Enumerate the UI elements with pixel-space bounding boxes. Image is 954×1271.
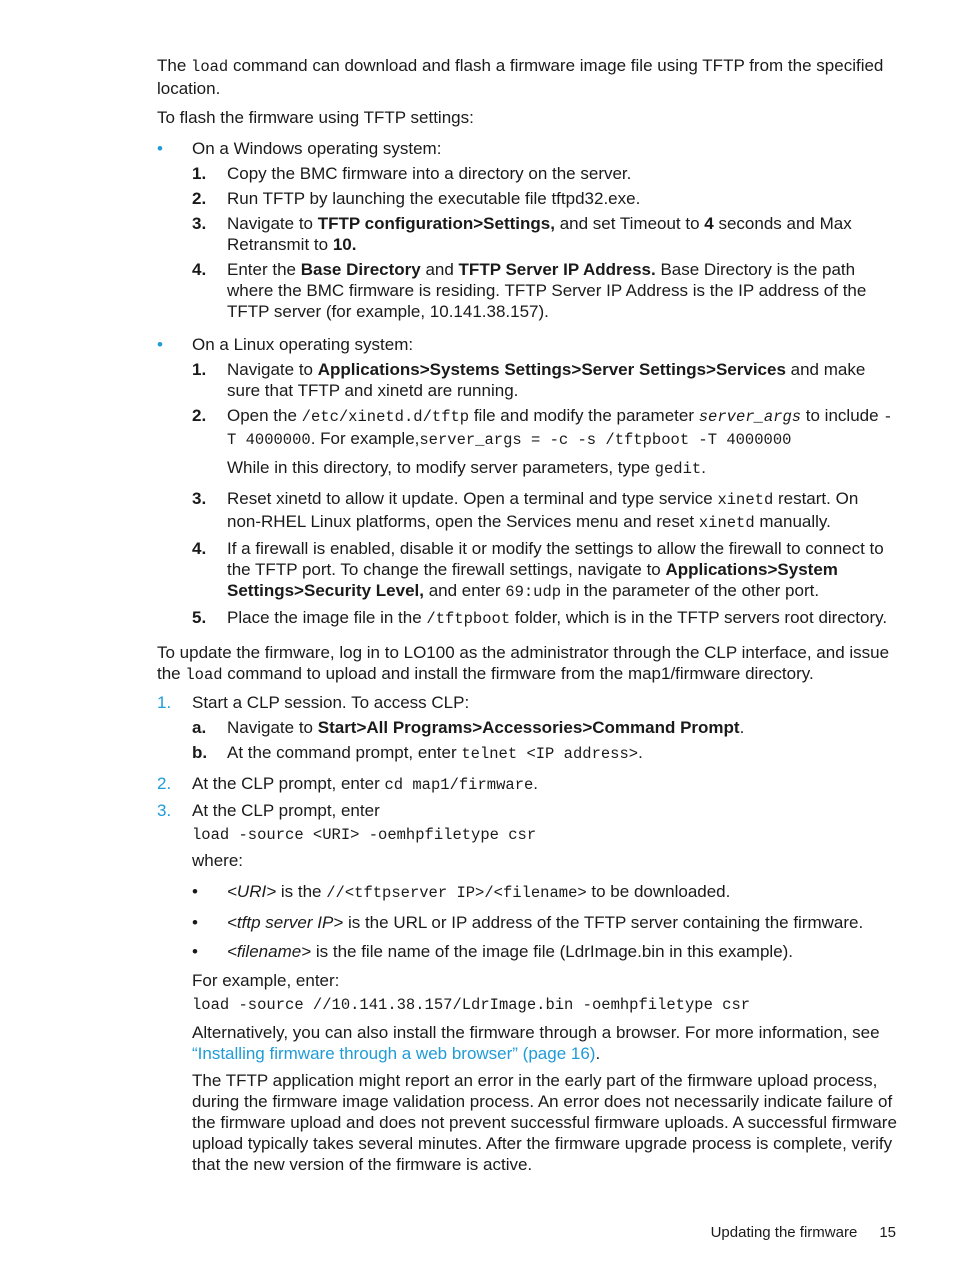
linux-bullet (157, 334, 897, 355)
list-item: 1. Start a CLP session. To access CLP: (157, 693, 470, 712)
list-item: 2. Run TFTP by launching the executable file tftpd32.exe. (192, 189, 641, 208)
list-item: • <filename> is the file name of the image file (LdrImage.bin in this example). (192, 942, 794, 961)
bullet-icon: • (157, 335, 163, 354)
list-item: b. At the command prompt, enter telnet <IP address>. (192, 743, 643, 763)
list-item: 4. If a firewall is enabled, disable it or modify the settings to allow the firewall to connect to the TFTP port. To change the firewall settings, navigate to Applications>System Settings>Security Level, and enter 69:udp in the parameter of the other port. (192, 539, 884, 601)
alternative-paragraph: Alternatively, you can also install the firmware through a browser. For more information, see “Installing firmware through a web browser” (page 16). (192, 1023, 880, 1063)
linux-heading: On a Linux operating system: (192, 335, 414, 354)
page-number: 15 (879, 1224, 896, 1241)
list-item: 3. Navigate to TFTP configuration>Settings, and set Timeout to 4 seconds and Max Retransmit to 10. (192, 214, 852, 254)
footer-section: Updating the firmware (710, 1224, 858, 1241)
intro-paragraph: The load command can download and flash a firmware image file using TFTP from the specified location. (157, 56, 884, 98)
list-item: a. Navigate to Start>All Programs>Accessories>Command Prompt. (192, 718, 745, 737)
code-block: load -source //10.141.38.157/LdrImage.bin -oemhpfiletype csr (192, 996, 751, 1014)
page-link[interactable]: “Installing firmware through a web browser” (page 16) (192, 1044, 596, 1063)
list-item: • <tftp server IP> is the URL or IP address of the TFTP server containing the firmware. (192, 913, 864, 932)
linux-note: While in this directory, to modify server parameters, type gedit. (227, 458, 706, 478)
list-item: 3. Reset xinetd to allow it update. Open a terminal and type service xinetd restart. On non-RHEL Linux platforms, open the Services menu and reset xinetd manually. (192, 489, 859, 532)
windows-heading: On a Windows operating system: (192, 139, 442, 158)
bullet-icon: • (192, 942, 198, 961)
list-item: 1. Navigate to Applications>Systems Settings>Server Settings>Services and make sure that TFTP and xinetd are running. (192, 360, 866, 400)
intro-lead: To flash the firmware using TFTP settings: (157, 108, 474, 127)
list-item: 3. At the CLP prompt, enter (157, 801, 380, 820)
list-item: 4. Enter the Base Directory and TFTP Server IP Address. Base Directory is the path where the BMC firmware is residing. TFTP Server IP Address is the IP address of the TFTP server (for example, 10.141.38.157). (192, 260, 867, 321)
where-label: where: (192, 851, 244, 870)
list-item: 2. Open the /etc/xinetd.d/tftp file and modify the parameter server_args to include -T 4000000. For example,server_args = -c -s /tftpboot -T 4000000 (192, 406, 893, 449)
document-page (157, 55, 897, 1175)
code-block: load -source <URI> -oemhpfiletype csr (192, 826, 537, 844)
list-item: • <URI> is the //<tftpserver IP>/<filename> to be downloaded. (192, 882, 731, 902)
windows-bullet (157, 138, 897, 159)
list-item: 5. Place the image file in the /tftpboot folder, which is in the TFTP servers root directory. (192, 608, 888, 628)
bullet-icon: • (192, 913, 198, 932)
update-paragraph: To update the firmware, log in to LO100 as the administrator through the CLP interface, and issue the load command to upload and install the firmware from the map1/firmware directory. (157, 643, 890, 684)
list-item: 1. Copy the BMC firmware into a directory on the server. (192, 164, 632, 183)
inline-code: load (191, 58, 229, 76)
bullet-icon: • (157, 139, 163, 158)
list-item: 2. At the CLP prompt, enter cd map1/firmware. (157, 774, 539, 794)
page-footer (711, 1222, 896, 1243)
note-paragraph: The TFTP application might report an error in the early part of the firmware upload process, during the firmware image validation process. An error does not necessarily indicate failure of the firmware upload and does not prevent successful firmware uploads. A successful firmware upload typically takes several minutes. After the firmware upgrade process is complete, verify that the new version of the firmware is active. (192, 1071, 897, 1174)
example-label: For example, enter: (192, 971, 340, 990)
bullet-icon: • (192, 882, 198, 901)
